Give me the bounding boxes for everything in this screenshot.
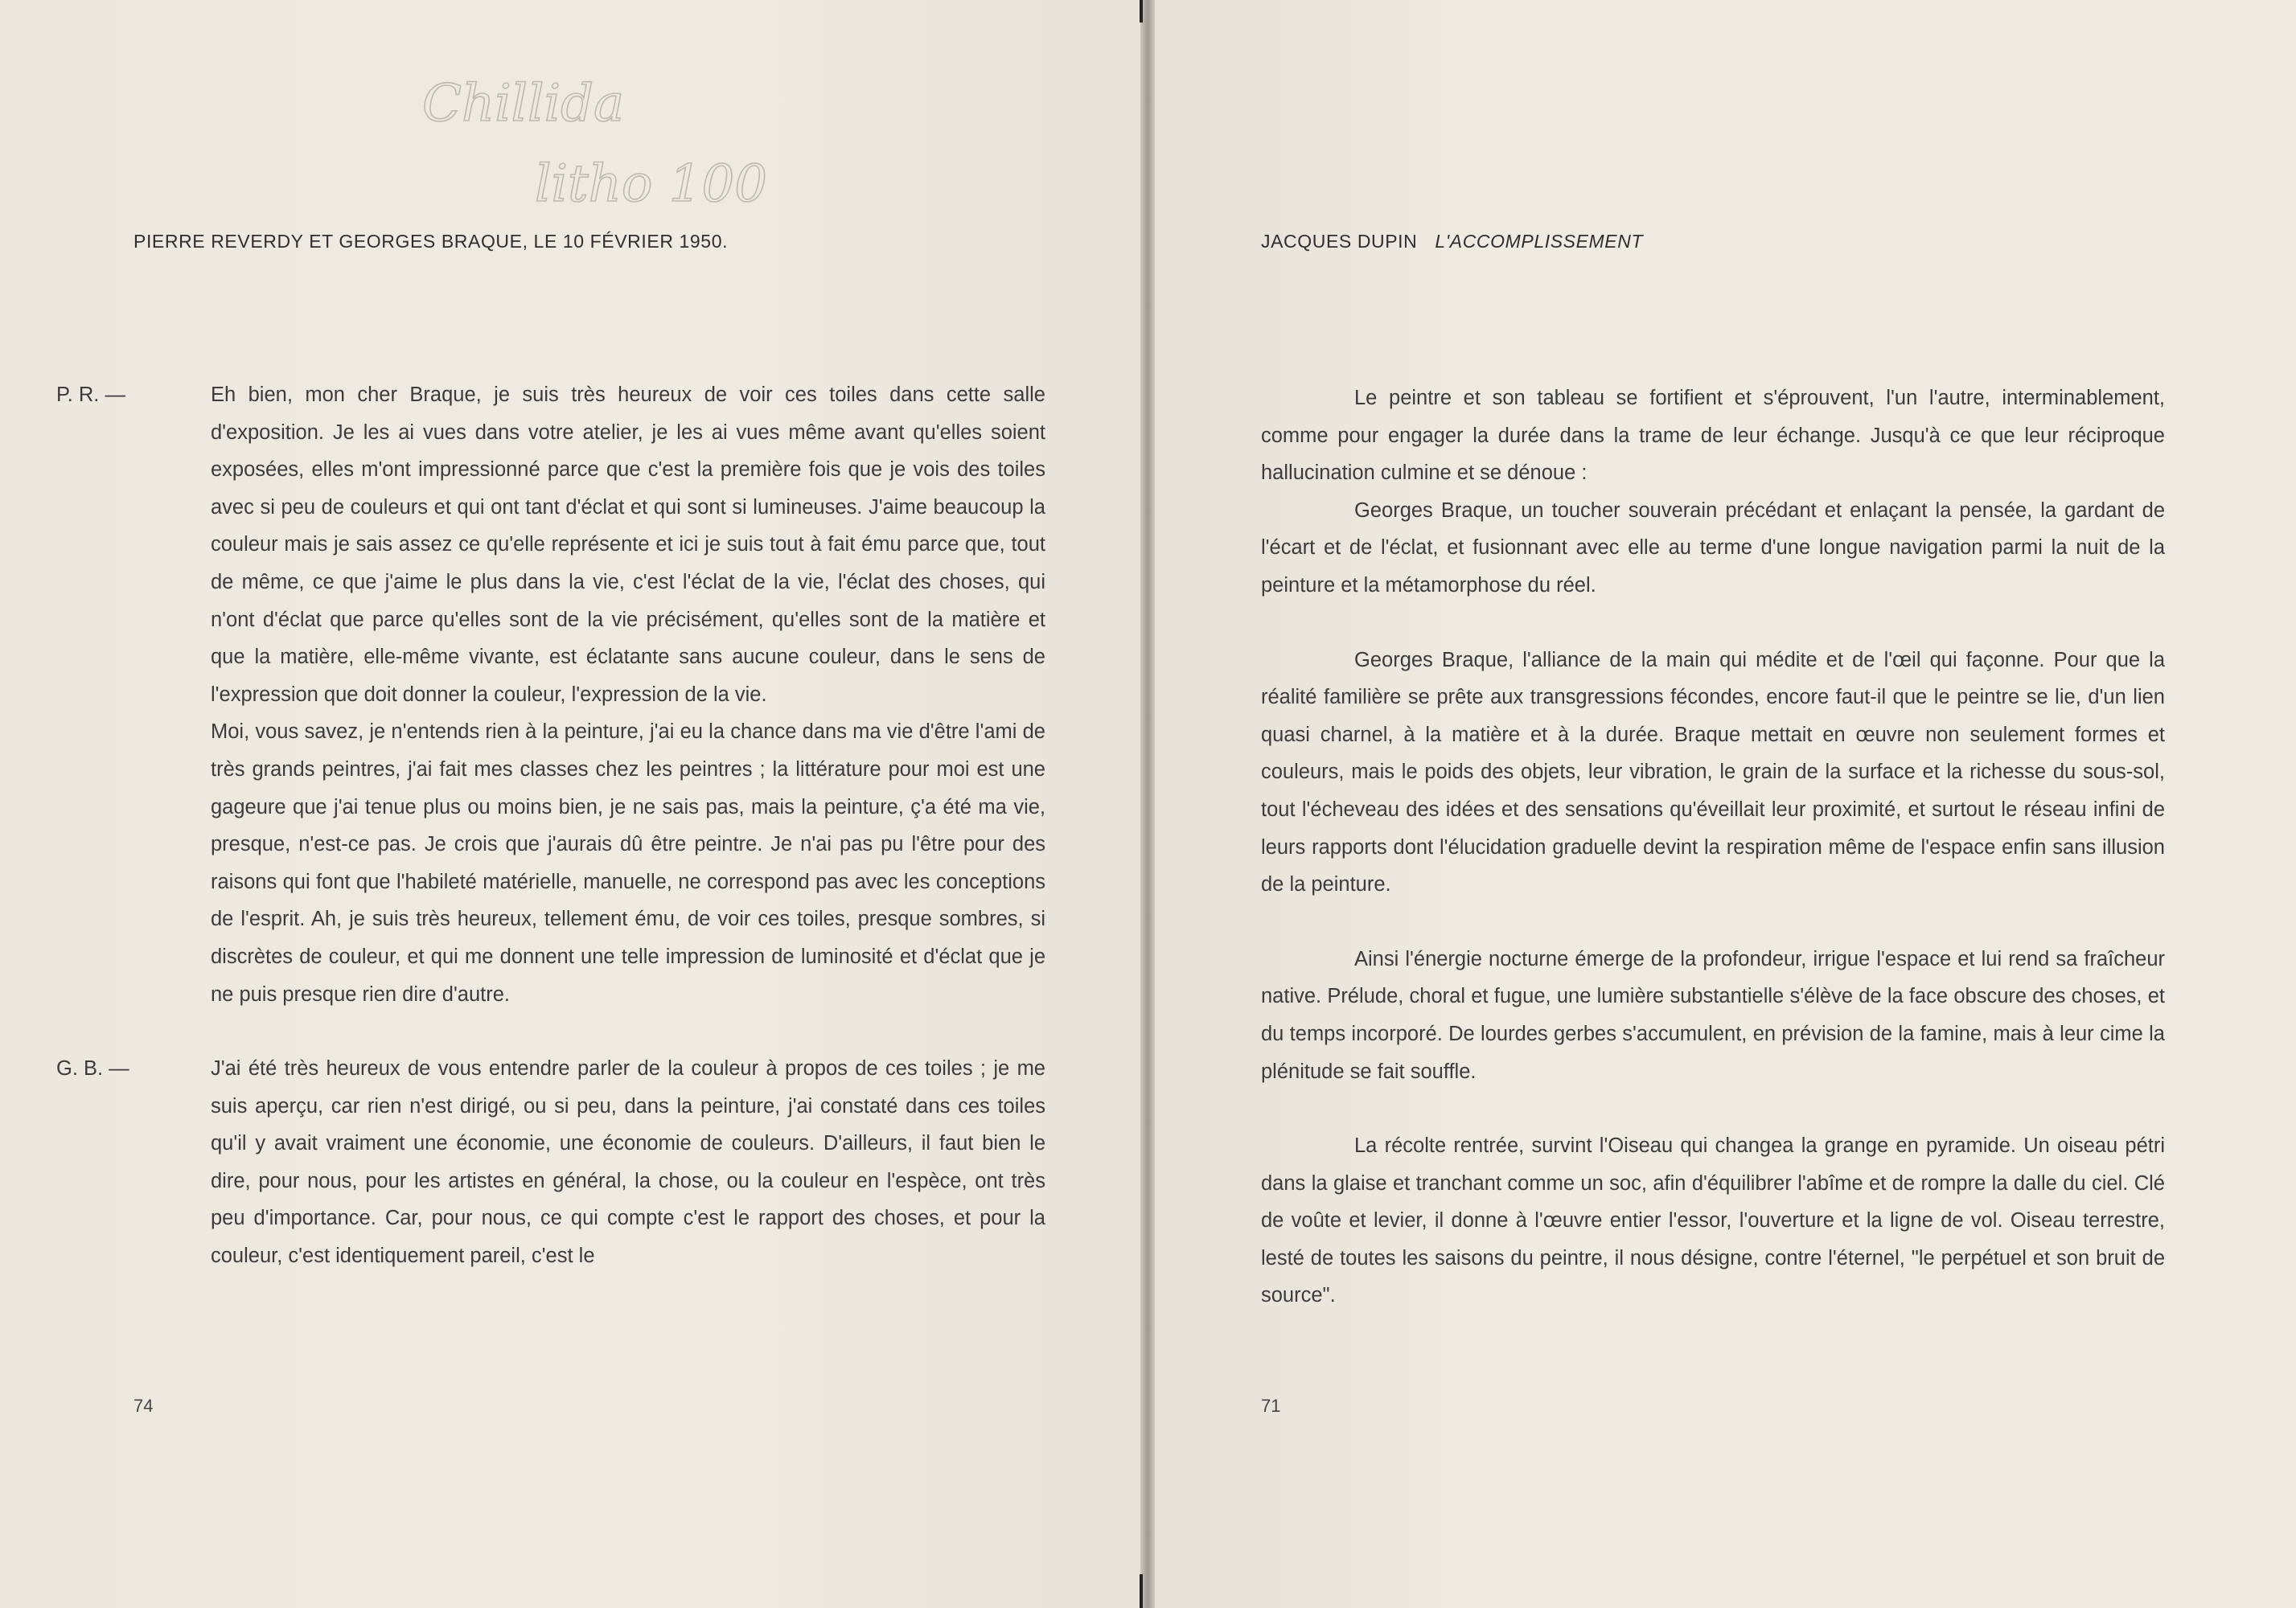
essay-paragraph: Ainsi l'énergie nocturne émerge de la profondeur, irrigue l'espace et lui rend sa fraîcheur native. Prélude, choral et fugue, une lumière substantielle s'élève de la face obscure des choses, et du temps incorporé. De lourdes gerbes s'accumulent, en prévision de la famine, mais à leur cime la plénitude se fait souffle. — [1261, 947, 2165, 1083]
speaker-label: P. R. — — [56, 384, 125, 406]
section-gap — [1261, 904, 2165, 941]
dialogue-entry-gb — [56, 1050, 1045, 1275]
right-running-header — [1261, 231, 1643, 252]
paragraph-gap — [133, 1013, 1045, 1050]
essay-paragraph: Le peintre et son tableau se fortifient et s'éprouvent, l'un l'autre, interminablement, comme pour engager la durée dans la trame de leur échange. Jusqu'à ce que leur réciproque hallucination culmine et se dénoue : — [1261, 387, 2165, 485]
left-page-number: 74 — [133, 1396, 154, 1416]
header-author: JACQUES DUPIN — [1261, 231, 1418, 252]
book-gutter — [1140, 0, 1155, 1608]
dialogue-paragraph: Moi, vous savez, je n'entends rien à la peinture, j'ai eu la chance dans ma vie d'être l'ami de très grands peintres, j'ai fait mes classes chez les peintres ; la littérature pour moi est une gageure que j'ai tenue plus ou moins bien, je ne sais pas, mais la peinture, ç'a été ma vie, presque, n'est-ce pas. Je crois que j'aurais dû être peintre. Je n'ai pas pu l'être pour des raisons qui font que l'habileté matérielle, manuelle, ne correspond pas avec les conceptions de l'esprit. Ah, je suis très heureux, tellement ému, de voir ces toiles, presque sombres, si discrètes de couleur, et qui me donnent une telle impression de luminosité et d'éclat que je ne puis presque rien dire d'autre. — [211, 720, 1045, 1006]
dialogue-text — [56, 376, 1045, 1275]
pencil-note-line2: litho 100 — [535, 154, 767, 213]
dialogue-paragraph: J'ai été très heureux de vous entendre parler de la couleur à propos de ces toiles ; je me suis aperçu, car rien n'est dirigé, ou si peu, dans la peinture, j'ai constaté dans ces toiles qu'il y avait vraiment une économie, une économie de couleurs. D'ailleurs, il faut bien le dire, pour nous, pour les artistes en général, la chose, ou la couleur en l'espèce, ont très peu d'importance. Car, pour nous, ce qui compte c'est le rapport des choses, et pour la couleur, c'est identiquement pareil, c'est le — [211, 1057, 1045, 1268]
header-title: L'ACCOMPLISSEMENT — [1435, 231, 1644, 252]
binding-thread-bottom — [1140, 1574, 1143, 1608]
right-page — [1155, 0, 2296, 1608]
section-gap — [1261, 1090, 2165, 1127]
binding-thread-top — [1140, 0, 1143, 23]
essay-paragraph: La récolte rentrée, survint l'Oiseau qui changea la grange en pyramide. Un oiseau pétri dans la glaise et tranchant comme un soc, afin d'équilibrer l'abîme et de rompre la dalle du ciel. Clé de voûte et levier, il donne à l'œuvre entier l'essor, l'ouverture et la ligne de vol. Oiseau terrestre, lesté de toutes les saisons du peintre, il nous désigne, contre l'éternel, "le perpétuel et son bruit de source". — [1261, 1134, 2165, 1307]
essay-paragraph: Georges Braque, l'alliance de la main qui médite et de l'œil qui façonne. Pour que la réalité familière se prête aux transgressions fécondes, encore faut-il que le peintre se lie, d'un lien quasi charnel, à la matière et à la durée. Braque mettait en œuvre non seulement formes et couleurs, mais le poids des objets, leur vibration, le grain de la surface et la richesse du sous-sol, tout l'écheveau des idées et des sensations qu'éveillait leur proximité, et surtout le réseau infini de leurs rapports dont l'élucidation graduelle devint la respiration même de l'espace enfin sans illusion de la peinture. — [1261, 648, 2165, 896]
essay-paragraph: Georges Braque, un toucher souverain précédant et enlaçant la pensée, la gardant de l'écart et de l'éclat, et fusionnant avec elle au terme d'une longue navigation parmi la nuit de la peinture et la métamorphose du réel. — [1261, 498, 2165, 597]
pencil-annotation — [414, 60, 865, 213]
dialogue-entry-pr — [56, 376, 1045, 1013]
essay-text — [1261, 379, 2165, 1315]
section-gap — [1261, 605, 2165, 642]
left-page — [0, 0, 1140, 1608]
speaker-label: G. B. — — [56, 1057, 129, 1081]
left-running-header: PIERRE REVERDY ET GEORGES BRAQUE, LE 10 FÉVRIER 1950. — [133, 231, 729, 252]
pencil-note-line1: Chillida — [422, 74, 625, 133]
dialogue-paragraph: Eh bien, mon cher Braque, je suis très heureux de voir ces toiles dans cette salle d'exposition. Je les ai vues dans votre atelier, je les ai vues même avant qu'elles soient exposées, elles m'ont impressionné parce que c'est la première fois que je vois des toiles avec si peu de couleurs et qui ont tant d'éclat et qui sont si lumineuses. J'aime beaucoup la couleur mais je sais assez ce qu'elle représente et ici je suis tout à fait ému parce que, tout de même, ce que j'aime le plus dans la vie, c'est l'éclat de la vie, l'éclat des choses, qui n'ont d'éclat que parce qu'elles sont de la vie précisément, qu'elles sont de la matière et que la matière, elle-même vivante, est éclatante sans aucune couleur, dans le sens de l'expression que doit donner la couleur, l'expression de la vie. — [211, 384, 1045, 706]
right-page-number: 71 — [1261, 1396, 1281, 1416]
